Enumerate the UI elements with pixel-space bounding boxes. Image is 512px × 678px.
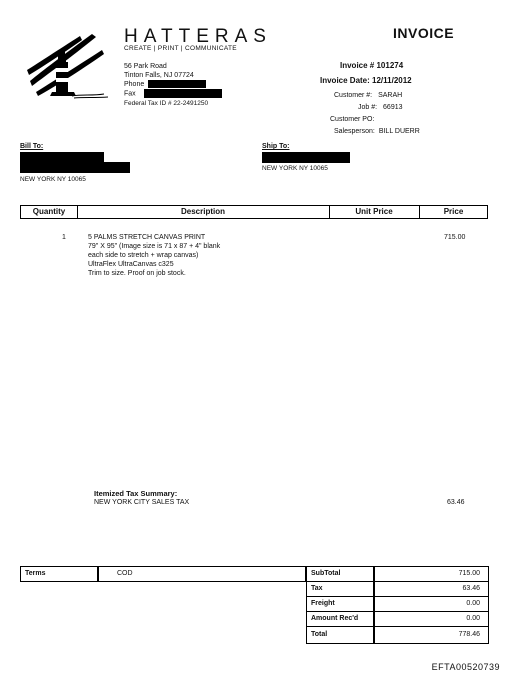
col-quantity: Quantity	[32, 207, 66, 216]
amount-recd-label: Amount Rec'd	[306, 611, 374, 627]
terms-value: COD	[98, 566, 306, 582]
address-city: Tinton Falls, NJ 07724	[124, 71, 194, 79]
bill-to-city: NEW YORK NY 10065	[20, 176, 86, 183]
customer-value: SARAH	[378, 92, 403, 99]
item-desc-line: Trim to size. Proof on job stock.	[88, 270, 186, 277]
phone-line	[124, 80, 222, 89]
tax-summary-title: Itemized Tax Summary:	[94, 489, 178, 498]
fax-line	[124, 89, 222, 99]
po-label: Customer PO:	[330, 116, 375, 123]
total-value: 778.46	[374, 626, 489, 644]
invoice-title: INVOICE	[393, 25, 455, 41]
invoice-date	[320, 76, 412, 85]
redaction-bar	[262, 152, 350, 163]
company-name: HATTERAS	[124, 26, 272, 47]
company-tagline: CREATE | PRINT | COMMUNICATE	[124, 45, 237, 52]
item-quantity: 1	[62, 234, 66, 241]
redaction-bar	[148, 80, 206, 88]
items-table-header	[20, 205, 488, 219]
customer-po	[330, 116, 374, 123]
company-logo	[22, 26, 118, 102]
item-desc-line: each side to stretch + wrap canvas)	[88, 252, 199, 259]
document-id: EFTA00520739	[431, 662, 500, 672]
company-address	[124, 63, 222, 99]
redaction-bar	[144, 89, 222, 98]
invoice-date-label: Invoice Date:	[320, 76, 370, 85]
ship-to-city: NEW YORK NY 10065	[262, 165, 328, 172]
terms-label: Terms	[20, 566, 98, 582]
item-description	[88, 233, 220, 278]
tax-summary-amount: 63.46	[447, 499, 465, 506]
salesperson	[334, 128, 420, 135]
col-price: Price	[443, 207, 464, 216]
item-desc-line: UltraFlex UltraCanvas c325	[88, 261, 174, 268]
job-value: 66913	[383, 104, 403, 111]
phone-label: Phone	[124, 80, 145, 88]
total-label: Total	[306, 626, 374, 644]
customer-number	[334, 92, 402, 99]
bill-to-label: Bill To:	[20, 143, 44, 150]
job-number	[358, 104, 403, 111]
salesperson-label: Salesperson:	[334, 128, 375, 135]
federal-tax-id: Federal Tax ID # 22-2491250	[124, 100, 209, 107]
address-street: 56 Park Road	[124, 63, 167, 70]
tax-summary-line: NEW YORK CITY SALES TAX	[94, 499, 190, 506]
subtotal-label: SubTotal	[306, 566, 374, 582]
fax-label: Fax	[124, 90, 136, 98]
amount-recd-value: 0.00	[374, 611, 489, 627]
totals-block	[20, 566, 489, 644]
col-unit-price: Unit Price	[355, 207, 393, 216]
ship-to-label: Ship To:	[262, 143, 290, 150]
redaction-bar	[20, 162, 130, 173]
item-desc-line: 5 PALMS STRETCH CANVAS PRINT	[88, 234, 206, 241]
customer-label: Customer #:	[334, 92, 373, 99]
item-desc-line: 79" X 95" (Image size is 71 x 87 + 4" blank	[88, 243, 221, 250]
redaction-bar	[20, 152, 104, 162]
job-label: Job #:	[358, 104, 378, 111]
col-description: Description	[180, 207, 225, 216]
freight-label: Freight	[306, 596, 374, 612]
subtotal-value: 715.00	[374, 566, 489, 582]
salesperson-value: BILL DUERR	[378, 128, 420, 135]
invoice-date-value: 12/11/2012	[372, 76, 412, 85]
freight-value: 0.00	[374, 596, 489, 612]
invoice-number	[340, 61, 403, 70]
tax-label: Tax	[306, 581, 374, 597]
item-price: 715.00	[444, 234, 466, 241]
tax-value: 63.46	[374, 581, 489, 597]
invoice-number-label: Invoice #	[340, 61, 375, 70]
invoice-number-value: 101274	[376, 61, 404, 70]
